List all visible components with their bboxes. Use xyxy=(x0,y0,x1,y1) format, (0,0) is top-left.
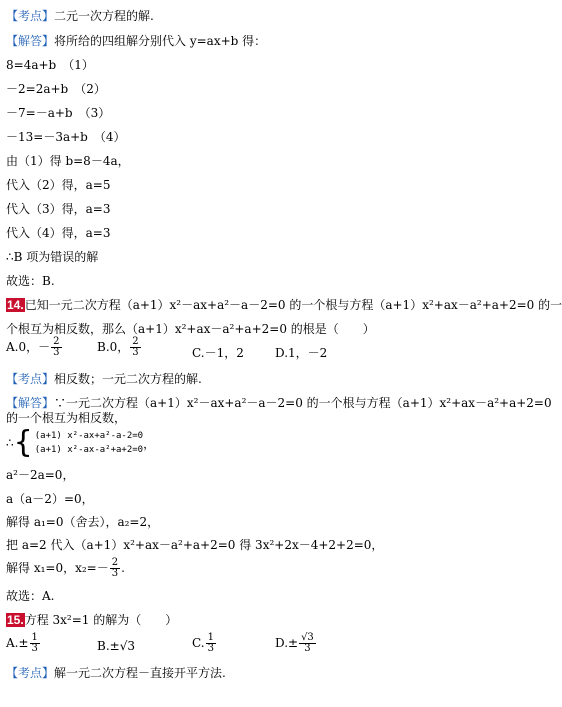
step-5: ∴B 项为错误的解 xyxy=(6,250,99,264)
kaodian-tag: 【考点】 xyxy=(6,666,55,680)
kaodian-tag: 【考点】 xyxy=(6,9,55,23)
fraction: $\frac{2}{3}$ xyxy=(53,336,60,358)
question-number-15: 15. xyxy=(7,613,24,627)
system-rows xyxy=(35,429,143,457)
option-d-14: D.1，－2 xyxy=(275,346,328,360)
therefore-symbol: ∴ xyxy=(6,436,14,450)
kaodian-line-14 xyxy=(6,371,202,387)
solution-step-3: 解得 a₁=0（舍去），a₂=2， xyxy=(6,515,160,529)
option-b-15: B.±√3 xyxy=(97,639,135,653)
fraction: $\frac{√3}{3}$ xyxy=(301,632,314,654)
jieda-line-14-cont: 的一个根互为相反数， xyxy=(6,411,127,425)
solution-step-1: a²－2a=0， xyxy=(6,468,75,482)
option-c-14: C.－1，2 xyxy=(192,346,244,360)
step-3: 代入（3）得，a=3 xyxy=(6,202,111,216)
jieda-text: 将所给的四组解分别代入 y=ax+b 得： xyxy=(54,34,267,48)
question-14-stem-line-2: 个根互为相反数，那么（a+1）x²+ax－a²+a+2=0 的根是（ ） xyxy=(6,322,375,336)
jieda-text: ∵一元二次方程（a+1）x²－ax+a²－a－2=0 的一个根与方程（a+1）x²+ax－a²+a+2=0 xyxy=(54,396,552,410)
kaodian-text: 相反数；一元二次方程的解. xyxy=(54,372,202,386)
option-a-14: A.0，－ $\frac{2}{3}$ xyxy=(6,336,60,358)
answer-14: 故选：A. xyxy=(6,589,55,603)
question-15-stem xyxy=(6,612,177,628)
option-a-15: A.± $\frac{1}{3}$ xyxy=(6,632,38,654)
kaodian-text: 解一元二次方程－直接开平方法. xyxy=(54,666,226,680)
option-d-15: D.± $\frac{√3}{3}$ xyxy=(275,632,314,654)
question-15-text: 方程 3x²=1 的解为（ ） xyxy=(24,613,178,627)
system-row-2: (a+1) x²-ax-a²+a+2=0 xyxy=(34,445,144,455)
option-b-14: B.0， $\frac{2}{3}$ xyxy=(97,336,139,358)
solution-step-2: a（a－2）=0， xyxy=(6,492,94,506)
solution-step-5: 解得 x₁=0，x₂=－ $\frac{2}{3}$ . xyxy=(6,557,125,579)
kaodian-tag: 【考点】 xyxy=(6,372,55,386)
fraction: $\frac{1}{3}$ xyxy=(207,632,214,654)
equation-4: －13=－3a+b （4） xyxy=(6,130,126,144)
step-4: 代入（4）得，a=3 xyxy=(6,226,111,240)
solution-step-4: 把 a=2 代入（a+1）x²+ax－a²+a+2=0 得 3x²+2x－4+2+2=0， xyxy=(6,538,384,552)
kaodian-line-13 xyxy=(6,8,154,24)
brace-icon: { xyxy=(13,425,33,460)
system-row-1: (a+1) x²-ax+a²-a-2=0 xyxy=(34,431,144,441)
step-2: 代入（2）得，a=5 xyxy=(6,178,111,192)
fraction: $\frac{2}{3}$ xyxy=(111,557,119,579)
step-1: 由（1）得 b=8－4a， xyxy=(6,154,130,168)
fraction: $\frac{1}{3}$ xyxy=(31,632,38,654)
question-14-stem xyxy=(6,297,562,313)
equation-3: －7=－a+b （3） xyxy=(6,106,111,120)
kaodian-line-15 xyxy=(6,665,226,681)
fraction: $\frac{2}{3}$ xyxy=(132,336,139,358)
question-number-14: 14. xyxy=(7,298,24,312)
jieda-line-13 xyxy=(6,33,266,49)
equation-1: 8=4a+b （1） xyxy=(6,58,94,72)
option-c-15: C. $\frac{1}{3}$ xyxy=(192,632,214,654)
equation-2: －2=2a+b （2） xyxy=(6,82,106,96)
equation-system xyxy=(6,425,156,460)
jieda-tag: 【解答】 xyxy=(6,396,55,410)
question-14-stem-line-1: 已知一元二次方程（a+1）x²－ax+a²－a－2=0 的一个根与方程（a+1）x²+ax－a²+a+2=0 的一 xyxy=(24,298,562,312)
answer-13: 故选：B. xyxy=(6,274,55,288)
jieda-tag: 【解答】 xyxy=(6,34,55,48)
jieda-line-14 xyxy=(6,395,552,411)
kaodian-text: 二元一次方程的解. xyxy=(54,9,154,23)
system-end: ， xyxy=(143,436,156,451)
